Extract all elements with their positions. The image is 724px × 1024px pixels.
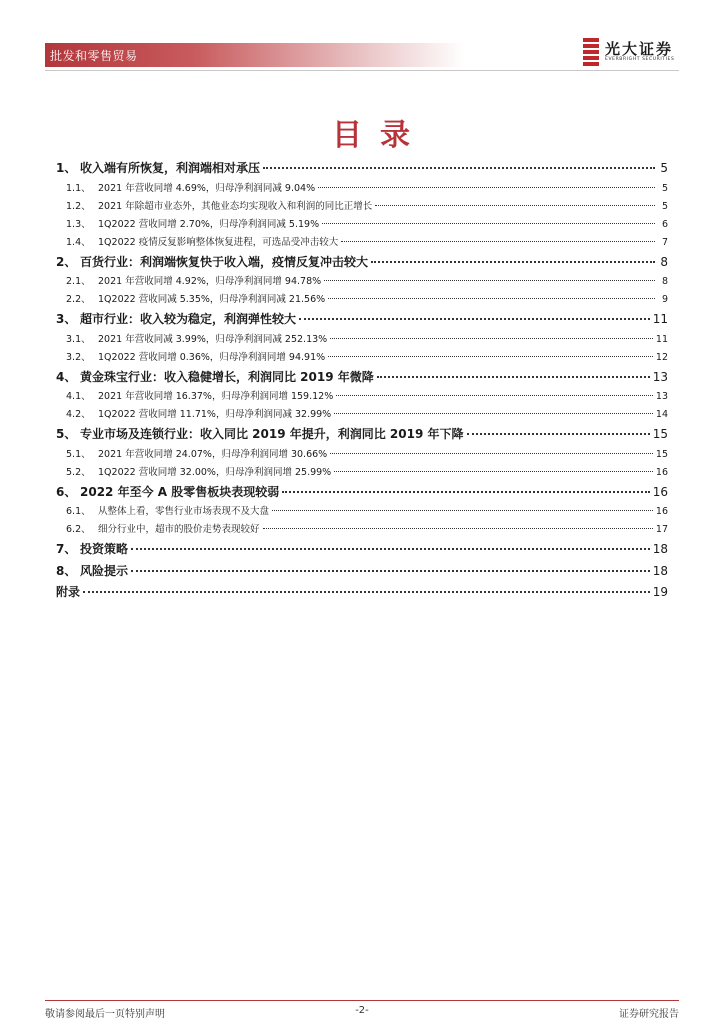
toc-entry-number: 6.1、	[66, 506, 91, 517]
toc-entry[interactable]	[56, 482, 668, 504]
toc-entry-number: 8、	[56, 563, 77, 578]
toc-entry[interactable]	[56, 464, 668, 482]
toc-dot-leader	[341, 241, 655, 242]
toc-entry-page: 7	[661, 236, 668, 248]
toc-entry[interactable]	[56, 331, 668, 349]
toc-entry-number: 1.2、	[66, 200, 91, 212]
toc-dot-leader	[328, 298, 655, 299]
toc-entry-title: 百货行业：利润端恢复快于收入端，疫情反复冲击较大	[80, 254, 369, 269]
toc-entry-number: 4.1、	[66, 391, 91, 402]
toc-dot-leader	[318, 187, 655, 188]
toc-dot-leader	[272, 510, 653, 511]
toc-entry-number: 6、	[56, 484, 77, 499]
toc-entry-page: 17	[655, 524, 668, 535]
toc-dot-leader	[330, 338, 653, 339]
toc-entry-page: 11	[655, 333, 668, 345]
toc-entry-page: 18	[652, 542, 668, 556]
toc-entry-title: 1Q2022 营收同增 0.36%，归母净利润同增 94.91%	[98, 351, 326, 363]
toc-entry-page: 15	[655, 448, 668, 460]
toc-entry-page: 8	[661, 276, 668, 287]
toc-dot-leader	[334, 471, 653, 472]
toc-dot-leader	[336, 395, 653, 396]
toc-dot-leader	[299, 318, 650, 320]
toc-dot-leader	[322, 223, 655, 224]
toc-entry[interactable]	[56, 539, 668, 561]
toc-entry-page: 8	[660, 254, 668, 269]
toc-entry[interactable]	[56, 216, 668, 234]
toc-dot-leader	[330, 453, 653, 454]
toc-entry-title: 1Q2022 营收同增 32.00%，归母净利润同增 25.99%	[98, 466, 332, 478]
toc-dot-leader	[328, 356, 653, 357]
section-label: 批发和零售贸易	[50, 49, 138, 63]
toc-entry-title: 附录	[56, 585, 81, 599]
brand-name-en: EVERBRIGHT SECURITIES	[605, 57, 675, 62]
toc-entry-page: 13	[652, 369, 668, 384]
toc-entry-title: 从整体上看，零售行业市场表现不及大盘	[98, 506, 270, 517]
toc-entry[interactable]	[56, 503, 668, 521]
toc-entry-number: 2、	[56, 254, 77, 269]
toc-dot-leader	[282, 491, 649, 493]
toc-entry-title: 细分行业中，超市的股价走势表现较好	[98, 524, 260, 535]
toc-entry[interactable]	[56, 180, 668, 198]
toc-entry-number: 3.1、	[66, 333, 91, 345]
toc-entry-number: 1.4、	[66, 236, 91, 248]
toc-entry-title: 2021 年营收同增 4.92%，归母净利润同增 94.78%	[98, 276, 322, 287]
toc-entry-title: 2021 年营收同增 24.07%，归母净利润同增 30.66%	[98, 448, 328, 460]
toc-entry-page: 5	[661, 200, 668, 212]
toc-entry-title: 1Q2022 营收同增 2.70%，归母净利润同减 5.19%	[98, 218, 320, 230]
toc-entry-title: 2021 年营收同增 16.37%，归母净利润同增 159.12%	[98, 391, 334, 402]
toc-entry[interactable]	[56, 198, 668, 216]
toc-entry-page: 5	[661, 182, 668, 194]
toc-entry-title: 2021 年营收同减 3.99%，归母净利润同减 252.13%	[98, 333, 328, 345]
toc-entry-page: 11	[652, 312, 668, 326]
toc-entry-title: 黄金珠宝行业：收入稳健增长，利润同比 2019 年微降	[80, 369, 374, 384]
footer-disclaimer: 敬请参阅最后一页特别声明	[45, 1009, 165, 1020]
toc-entry[interactable]	[56, 234, 668, 252]
page-title: 目录	[332, 118, 428, 153]
toc-entry-title: 1Q2022 疫情反复影响整体恢复进程，可选品受冲击较大	[98, 236, 339, 248]
brand-name-cn: 光大证券	[605, 40, 674, 58]
toc-entry-title: 1Q2022 营收同增 11.71%，归母净利润同减 32.99%	[98, 409, 332, 420]
everbright-logo-icon	[581, 38, 601, 66]
toc-entry-title: 风险提示	[80, 563, 129, 578]
toc-entry-page: 6	[661, 218, 668, 230]
toc-entry-page: 16	[655, 466, 668, 478]
toc-entry[interactable]	[56, 367, 668, 389]
page-number: -2-	[355, 1005, 369, 1016]
footer-report-type: 证券研究报告	[619, 1009, 679, 1020]
toc-entry[interactable]	[56, 521, 668, 539]
toc-entry[interactable]	[56, 446, 668, 464]
toc-entry-number: 5、	[56, 427, 77, 441]
toc-entry-page: 16	[655, 506, 668, 517]
toc-entry-page: 18	[652, 563, 668, 578]
toc-entry-number: 4、	[56, 369, 77, 384]
toc-entry-number: 3、	[56, 312, 77, 326]
toc-entry-number: 7、	[56, 542, 77, 556]
toc-entry-page: 16	[652, 484, 668, 499]
toc-dot-leader	[334, 413, 653, 414]
toc-dot-leader	[371, 261, 655, 263]
toc-dot-leader	[131, 548, 650, 550]
toc-dot-leader	[131, 570, 650, 572]
toc-entry-number: 6.2、	[66, 524, 91, 535]
toc-entry-page: 12	[655, 351, 668, 363]
toc-entry[interactable]	[56, 582, 668, 604]
toc-entry-number: 1.1、	[66, 182, 91, 194]
toc-dot-leader	[263, 167, 655, 169]
header-divider	[45, 70, 679, 71]
toc-entry[interactable]	[56, 349, 668, 367]
toc-entry-page: 5	[660, 161, 668, 175]
toc-entry[interactable]	[56, 388, 668, 406]
toc-entry-number: 5.1、	[66, 448, 91, 460]
toc-entry-number: 3.2、	[66, 351, 91, 363]
toc-entry-title: 超市行业：收入较为稳定，利润弹性较大	[80, 312, 297, 326]
toc-dot-leader	[375, 205, 655, 206]
toc-entry-title: 2021 年营收同增 4.69%，归母净利润同减 9.04%	[98, 182, 316, 194]
table-of-contents	[56, 158, 668, 604]
toc-entry-title: 收入端有所恢复，利润端相对承压	[80, 161, 261, 175]
toc-entry-page: 14	[655, 409, 668, 420]
toc-entry-page: 15	[652, 427, 668, 441]
toc-entry[interactable]	[56, 424, 668, 446]
toc-entry[interactable]	[56, 406, 668, 424]
toc-entry[interactable]	[56, 561, 668, 583]
toc-dot-leader	[377, 376, 650, 378]
toc-dot-leader	[263, 528, 653, 529]
toc-entry-number: 2.2、	[66, 294, 91, 305]
toc-entry[interactable]	[56, 273, 668, 291]
toc-entry-page: 19	[652, 585, 668, 599]
toc-entry[interactable]	[56, 309, 668, 331]
toc-entry-title: 2022 年至今 A 股零售板块表现较弱	[80, 484, 280, 499]
footer-divider	[45, 1000, 679, 1001]
toc-entry-title: 专业市场及连锁行业：收入同比 2019 年提升，利润同比 2019 年下降	[80, 427, 464, 441]
toc-entry-title: 2021 年除超市业态外，其他业态均实现收入和利润的同比正增长	[98, 200, 373, 212]
toc-entry-page: 9	[661, 294, 668, 305]
toc-entry-number: 5.2、	[66, 466, 91, 478]
toc-entry[interactable]	[56, 291, 668, 309]
toc-entry-number: 2.1、	[66, 276, 91, 287]
toc-entry-title: 1Q2022 营收同减 5.35%，归母净利润同减 21.56%	[98, 294, 326, 305]
toc-entry-number: 1、	[56, 161, 77, 175]
toc-entry-title: 投资策略	[80, 542, 129, 556]
toc-entry-page: 13	[655, 391, 668, 402]
toc-entry-number: 1.3、	[66, 218, 91, 230]
toc-entry-number: 4.2、	[66, 409, 91, 420]
toc-dot-leader	[83, 591, 650, 593]
toc-dot-leader	[324, 280, 655, 281]
toc-entry[interactable]	[56, 252, 668, 274]
toc-dot-leader	[467, 433, 650, 435]
brand-logo	[581, 38, 691, 68]
toc-entry[interactable]	[56, 158, 668, 180]
